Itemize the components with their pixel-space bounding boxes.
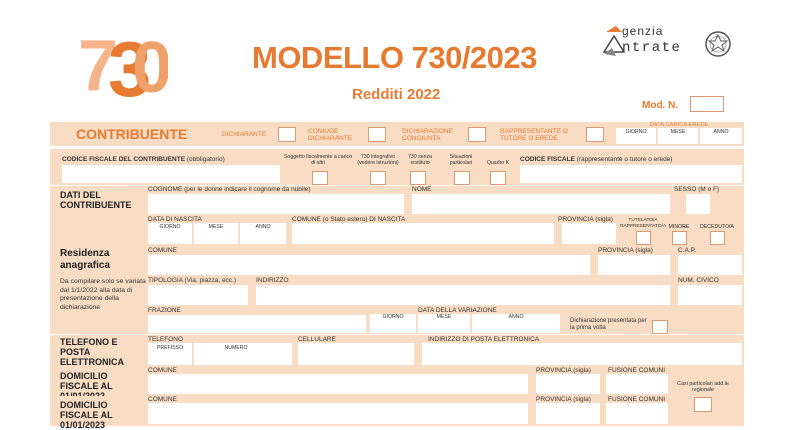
dichiarante-label: DICHIARANTE	[222, 131, 267, 138]
domicilio-2023-fusione-field[interactable]	[606, 403, 668, 424]
residenza-comune-label: COMUNE	[148, 247, 177, 254]
deceduto-checkbox[interactable]	[710, 231, 725, 245]
nascita-mese-label: MESE	[208, 224, 224, 230]
contribuente-title: CONTRIBUENTE	[76, 126, 188, 142]
cf-contribuente-field[interactable]	[62, 165, 280, 183]
sesso-label: SESSO (M o F)	[674, 186, 720, 193]
cap-field[interactable]	[678, 255, 742, 275]
domicilio-2023-comune-label: COMUNE	[148, 396, 177, 403]
email-field[interactable]	[422, 343, 742, 365]
domicilio-2022-fusione-field[interactable]	[606, 374, 668, 394]
data-nascita-label: DATA DI NASCITA	[148, 216, 202, 223]
erede-anno-label: ANNO	[713, 129, 729, 135]
soggetto-carico-checkbox[interactable]	[312, 171, 328, 185]
data-variazione-label: DATA DELLA VARIAZIONE	[418, 307, 497, 314]
email-label: INDIRIZZO DI POSTA ELETTRONICA	[428, 336, 540, 343]
telefono-label: TELEFONO	[148, 336, 184, 343]
integrativo-checkbox[interactable]	[370, 171, 386, 185]
sostituto-checkbox[interactable]	[410, 171, 426, 185]
domicilio-2023-comune-field[interactable]	[148, 403, 528, 424]
indirizzo-label: INDIRIZZO	[256, 277, 289, 284]
cf-rappresentante-sub: (rappresentante o tutore o erede)	[576, 156, 673, 163]
coniuge-checkbox[interactable]	[368, 127, 386, 142]
casi-particolari-label: Casi particolari add.le regionale	[677, 381, 729, 393]
cf-rappresentante-field[interactable]	[520, 165, 742, 183]
cognome-label: COGNOME (per le donne indicare il cognome da nubile)	[148, 186, 311, 193]
nascita-anno-label: ANNO	[255, 224, 271, 230]
frazione-label: FRAZIONE	[148, 307, 181, 314]
cap-label: C.A.P.	[678, 247, 696, 254]
situazioni-label: Situazioni particolari	[449, 154, 473, 166]
cf-contribuente-title: CODICE FISCALE DEL CONTRIBUENTE	[62, 156, 186, 163]
frazione-field[interactable]	[148, 315, 366, 333]
prefisso-label: PREFISSO	[156, 345, 184, 351]
dich-congiunta-label: DICHIARAZIONE CONGIUNTA	[402, 128, 453, 142]
mod-n-field[interactable]	[690, 96, 724, 112]
domicilio-2023-provincia-field[interactable]	[536, 403, 600, 424]
variazione-anno-label: ANNO	[508, 314, 524, 320]
provincia-nascita-label: PROVINCIA (sigla)	[558, 216, 613, 223]
minore-checkbox[interactable]	[672, 231, 687, 245]
residenza-provincia-field[interactable]	[598, 255, 670, 275]
dati-title: DATI DEL CONTRIBUENTE	[60, 190, 132, 210]
dich-congiunta-checkbox[interactable]	[468, 127, 486, 142]
agency-name-line2: ntrate	[622, 40, 682, 56]
cellulare-label: CELLULARE	[298, 336, 336, 343]
domicilio-2022-fusione-label: FUSIONE COMUNI	[608, 367, 666, 374]
integrativo-label: 730 integrativo (vedere istruzioni)	[357, 154, 399, 166]
cellulare-field[interactable]	[298, 343, 414, 365]
rappresentante-label: RAPPRESENTANTE O TUTORE O EREDE	[500, 128, 568, 142]
minore-label: MINORE	[668, 224, 690, 230]
domicilio-2022-title: DOMICILIO FISCALE AL	[60, 371, 113, 391]
sesso-field[interactable]	[686, 194, 710, 214]
tipologia-label: TIPOLOGIA (Via, piazza, ecc.)	[148, 277, 237, 284]
telefono-title: TELEFONO E POSTA ELETTRONICA	[60, 337, 124, 367]
erede-giorno-label: GIORNO	[625, 129, 647, 135]
cf-rappresentante-label	[520, 156, 672, 163]
quadro-k-checkbox[interactable]	[490, 171, 506, 185]
domicilio-2023-provincia-label: PROVINCIA (sigla)	[536, 396, 591, 403]
nome-field[interactable]	[412, 194, 670, 214]
mod-n-label: Mod. N.	[642, 100, 679, 111]
svg-text:7: 7	[78, 26, 109, 104]
tutelato-checkbox[interactable]	[636, 231, 651, 245]
provincia-nascita-field[interactable]	[562, 223, 616, 244]
indirizzo-field[interactable]	[256, 285, 670, 305]
cognome-field[interactable]	[148, 194, 404, 214]
variazione-mese-label: MESE	[436, 314, 452, 320]
coniuge-label: CONIUGE DICHIARANTE	[308, 128, 353, 142]
cf-contribuente-label	[62, 156, 225, 163]
republic-emblem-icon	[704, 30, 732, 58]
svg-text:0: 0	[132, 28, 163, 104]
domicilio-2022-provincia-label: PROVINCIA (sigla)	[536, 367, 591, 374]
dich-presentata-checkbox[interactable]	[652, 320, 668, 334]
logo-730	[72, 12, 168, 104]
nascita-giorno-label: GIORNO	[159, 224, 181, 230]
cf-contribuente-sub: (obbligatorio)	[186, 156, 225, 163]
cf-rappresentante-title: CODICE FISCALE	[520, 156, 575, 163]
form-title: MODELLO 730/2023	[252, 40, 537, 75]
agency-name-line1: genzia	[622, 24, 664, 38]
sostituto-label: 730 senza sostituto	[408, 154, 432, 166]
comune-nascita-label: COMUNE (o Stato estero) DI NASCITA	[292, 216, 406, 223]
num-civico-field[interactable]	[678, 285, 742, 305]
num-civico-label: NUM. CIVICO	[678, 277, 719, 284]
data-carica-erede-label: DATA CARICA EREDE	[649, 122, 709, 128]
dichiarante-checkbox[interactable]	[278, 127, 296, 142]
residenza-comune-field[interactable]	[148, 255, 590, 275]
domicilio-2022-provincia-field[interactable]	[536, 374, 600, 394]
form-subtitle: Redditi 2022	[352, 86, 441, 103]
soggetto-carico-label: Soggetto fiscalmente a carico di altri	[283, 154, 353, 166]
dich-presentata-label: Dichiarazione presentata per la prima volta	[570, 318, 647, 331]
residenza-provincia-label: PROVINCIA (sigla)	[598, 247, 653, 254]
casi-particolari-field[interactable]	[694, 397, 712, 412]
domicilio-2023-fusione-label: FUSIONE COMUNI	[608, 396, 666, 403]
residenza-title: Residenza anagrafica	[60, 248, 111, 271]
situazioni-checkbox[interactable]	[454, 171, 470, 185]
tipologia-field[interactable]	[148, 285, 248, 305]
erede-mese-label: MESE	[670, 129, 686, 135]
rappresentante-checkbox[interactable]	[586, 127, 604, 142]
svg-text:3: 3	[108, 25, 138, 104]
nome-label: NOME	[412, 186, 432, 193]
quadro-k-label: Quadro K	[486, 160, 510, 166]
variazione-giorno-label: GIORNO	[382, 314, 404, 320]
deceduto-label: DECEDUTO/A	[700, 224, 734, 230]
tutelato-label: TUTELATO/A RAPPRESENTATO/A	[619, 218, 667, 229]
numero-label: NUMERO	[224, 345, 248, 351]
domicilio-2023-title: DOMICILIO FISCALE AL 01/01/2023	[60, 400, 113, 430]
residenza-note: Da compilare solo se variata dal 1/1/2022 alla data di presentazione della dichiarazione	[60, 278, 146, 311]
domicilio-2022-comune-field[interactable]	[148, 374, 528, 394]
comune-nascita-field[interactable]	[292, 223, 554, 244]
domicilio-2022-comune-label: COMUNE	[148, 367, 177, 374]
